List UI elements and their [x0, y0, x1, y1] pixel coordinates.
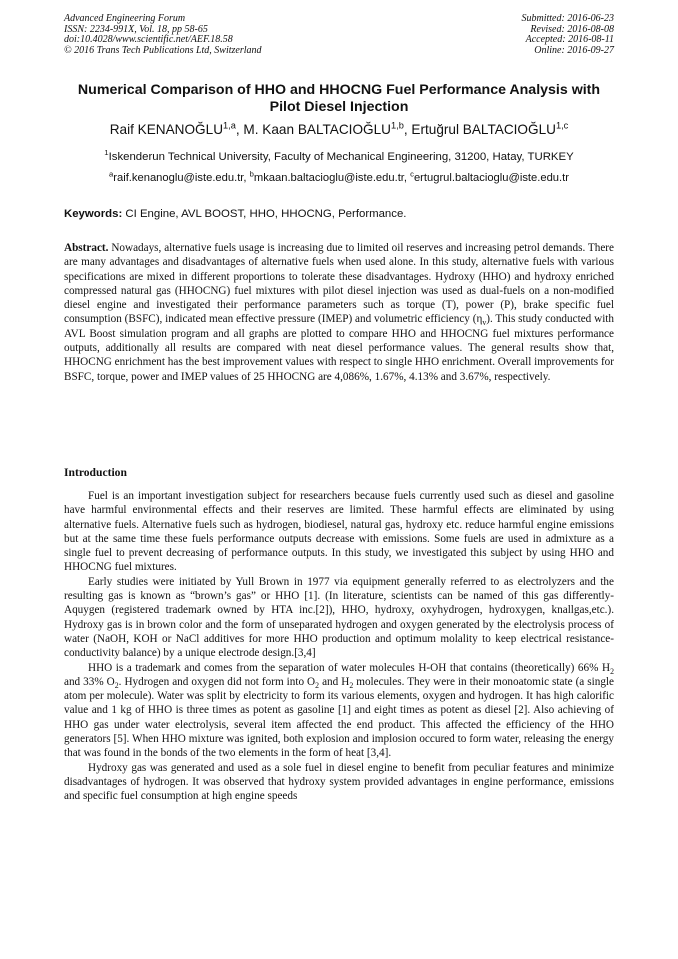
subscript: 2	[349, 681, 354, 691]
paragraph-text: HHO is a trademark and comes from the separation of water molecules H-OH that contains (theoretically) 66% H	[88, 661, 611, 674]
author-name: Ertuğrul BALTACIOĞLU	[411, 122, 556, 137]
date-submitted: Submitted: 2016-06-23	[521, 13, 614, 24]
abstract-text-cont: ). This study conducted with AVL Boost simulation program and all graphs are plotted to compare HHO and HHOCNG fuel mixtures performance outputs, additionally all results are compared with neat diesel performance values. The general results show that, HHOCNG enrichment has the best improvement values with respect to single HHO enrichment. Overall improvements for BSFC, torque, power and IMEP values of 25 HHOCNG are 4,086%, 1.67%, 4.13% and 3.67%, respectively.	[64, 313, 614, 383]
paragraph: Early studies were initiated by Yull Brown in 1977 via equipment generally referred to as electrolyzers and the resulting gas is known as “brown’s gas” or HHO [1]. (In literature, scientists can be named of this gas differently- Aquygen (registered trademark owned by HTA inc.[2]), HHO, hydroxy, oxyhydrogen, hydroxygen, knallgas,etc.). Hydroxy gas is in brown color and the form of unseparated hydrogen and oxygen generated by the electrolysis process of water (NaOH, KOH or NaCl additives for more HHO production and optimum molality to keep electrical resistance-conductivity balance) by a unique electrode design.[3,4]	[64, 575, 614, 660]
email-marker: b	[249, 169, 254, 179]
date-accepted: Accepted: 2016-08-11	[525, 34, 614, 46]
introduction-body	[64, 489, 614, 804]
subscript: 2	[315, 681, 320, 691]
eta-subscript: v	[482, 318, 487, 328]
journal-copyright: © 2016 Trans Tech Publications Ltd, Switzerland	[64, 44, 262, 56]
paragraph-text: molecules. They were in their monoatomic state (a single atom per molecule). Water was split by electricity to form its various elements, oxygen and hydrogen. It has high calorific value and 1 kg of HHO is three times as potent as gasoline [1] and eight times as potent as diesel [2]. Also achieving of HHO gas under water electrolysis, several item affected the end product. This affected the efficiency of the HHO generators [5]. When HHO mixture was ignited, both explosion and implosion occured to form water, releasing the energy that was found in the bonds of the two elements in the form of heat [3,4].	[64, 675, 614, 760]
author-name: M. Kaan BALTACIOĞLU	[243, 122, 391, 137]
author-affil-marker: 1,a	[223, 120, 236, 131]
journal-header	[64, 14, 262, 56]
email-address[interactable]: mkaan.baltacioglu@iste.edu.tr	[253, 172, 404, 184]
email-address[interactable]: ertugrul.baltacioglu@iste.edu.tr	[413, 172, 569, 184]
abstract-text: Nowadays, alternative fuels usage is increasing due to limited oil reserves and increasing petrol demands. There are many advantages and disadvantages of alternative fuels when used alone. In this study, alternative fuels with various specifications are mixed in different proportions to tolerate these disadvantages. Hydroxy (HHO) and hydroxy enriched compressed natural gas (HHOCNG) fuel mixtures with pilot diesel injection was used as dual-fuels on a non-modified diesel engine and investigated their performance parameters such as torque (T), power (P), brake specific fuel consumption (BSFC), indicated mean effective pressure (IMEP) and volumetric efficiency (η	[64, 242, 614, 326]
journal-issn: ISSN: 2234-991X, Vol. 18, pp 58-65	[64, 23, 208, 35]
paragraph	[64, 661, 614, 761]
author-affil-marker: 1,b	[391, 120, 404, 131]
affil-marker: 1	[104, 148, 109, 158]
paragraph-text: and H	[319, 675, 350, 688]
paragraph: Fuel is an important investigation subject for researchers because fuels currently used such as diesel and gasoline have harmful environmental effects and their reserves are limited. These harmful effects are eliminated by using alternative fuels. Alternative fuels such as hydrogen, biodiesel, natural gas, hydroxy etc. reduce harmful engine emissions but at the same time these fuels performance outputs decrease with emissions. Some fuels are used in admixture as a single fuel to prevent decreasing of performance outputs. In this study, we investigated this subject by using HHO and HHOCNG fuel mixtures.	[64, 490, 614, 574]
paper-title: Numerical Comparison of HHO and HHOCNG Fuel Performance Analysis with Pilot Diesel Injection	[77, 82, 601, 115]
dates-header	[522, 14, 615, 56]
keywords	[64, 207, 614, 221]
keywords-label: Keywords:	[64, 208, 123, 220]
keywords-text: CI Engine, AVL BOOST, HHO, HHOCNG, Performance.	[125, 208, 407, 220]
subscript: 2	[610, 666, 614, 676]
affiliation-text: Iskenderun Technical University, Faculty of Mechanical Engineering, 31200, Hatay, TURKEY	[108, 151, 574, 163]
affiliation	[40, 150, 638, 164]
journal-name: Advanced Engineering Forum	[64, 13, 186, 24]
email-address[interactable]: raif.kenanoglu@iste.edu.tr	[113, 172, 244, 184]
email-marker: a	[109, 169, 114, 179]
author-affil-marker: 1,c	[555, 120, 569, 131]
author-list: Raif KENANOĞLU$^{1,a}$, M. Kaan BALTACIOĞLU$^{1,b}$, Ertuğrul BALTACIOĞLU$^{1,c}$	[109, 120, 569, 137]
subscript: 2	[114, 681, 119, 691]
abstract-label: Abstract.	[64, 242, 109, 254]
journal-doi: doi:10.4028/www.scientific.net/AEF.18.58	[64, 34, 233, 46]
author-name: Raif KENANOĞLU	[109, 122, 224, 137]
paragraph-text: . Hydrogen and oxygen did not form into O	[118, 675, 316, 688]
paragraph: Hydroxy gas was generated and used as a sole fuel in diesel engine to benefit from peculiar features and minimize disadvantages of hydrogen. It was observed that hydroxy system provided advantages in engine performance, emissions and specific fuel consumption at high engine speeds	[64, 761, 614, 803]
email-list: $^a$raif.kenanoglu@iste.edu.tr, $^b$mkaan.baltacioglu@iste.edu.tr, $^c$ertugrul.baltacioglu@iste.edu.tr	[109, 169, 569, 184]
email-marker: c	[410, 169, 414, 179]
section-heading-introduction: Introduction	[64, 466, 127, 479]
date-revised: Revised: 2016-08-08	[530, 23, 614, 35]
paragraph-text: and 33% O	[64, 675, 115, 688]
abstract	[64, 241, 614, 384]
date-online: Online: 2016-09-27	[534, 44, 614, 56]
